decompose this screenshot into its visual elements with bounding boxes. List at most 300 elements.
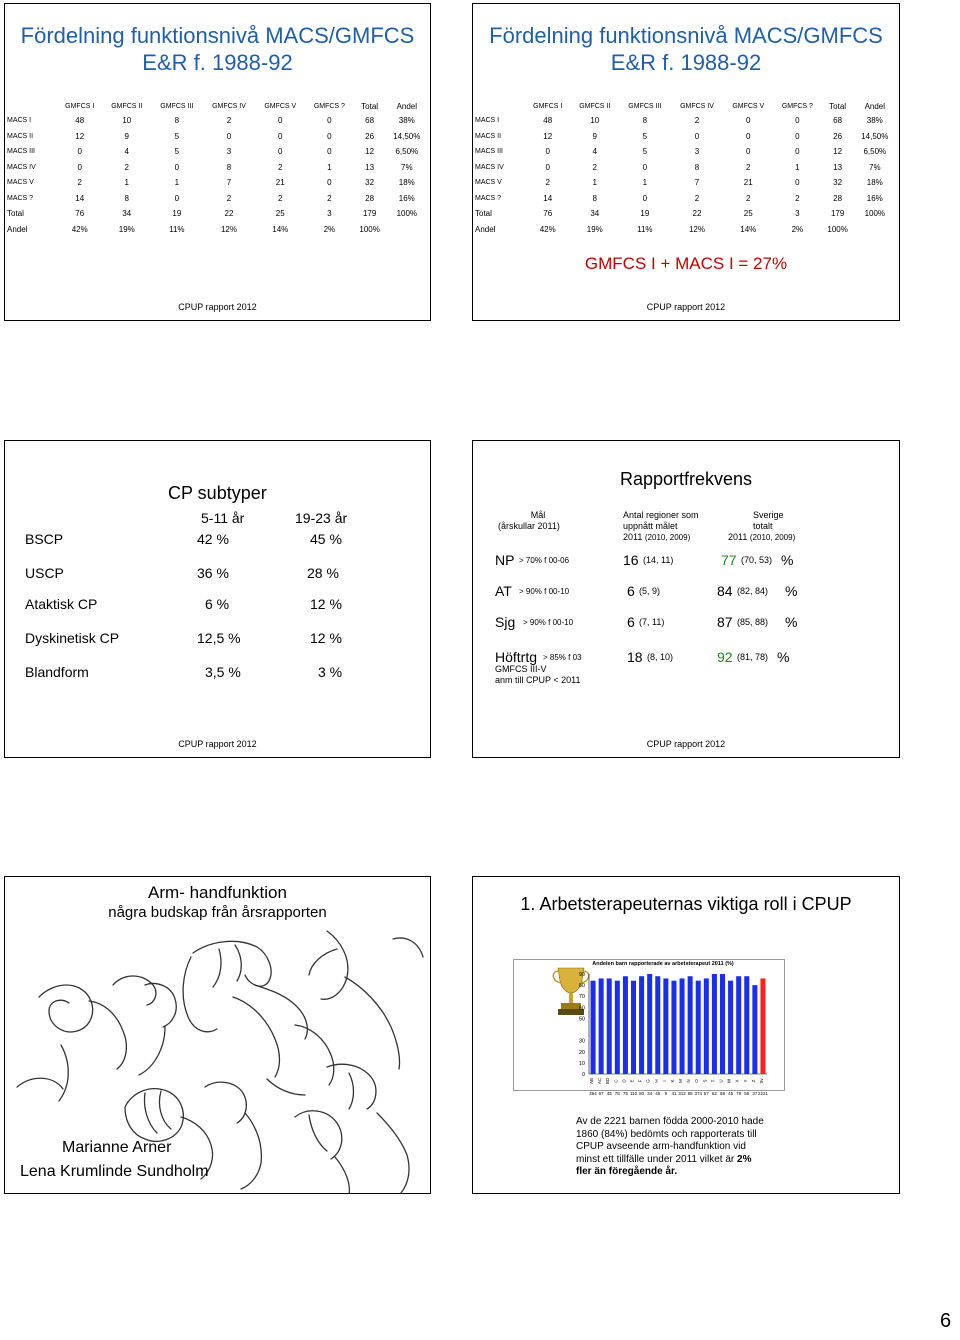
row-label: MACS II (475, 132, 502, 140)
goal-name: Höftrtg (495, 649, 538, 665)
chart-bars (591, 974, 766, 1074)
table-cell: 3 (795, 209, 800, 219)
ot-text: Av de 2221 barnen födda 2000-2010 hade 1860 (84%) bedömts och rapporterats till CPUP avseende arm-handfunktion vid minst ett tillfälle under 2011 vilket är 2% fler än föregående år. (576, 1116, 764, 1177)
y-tick-label: 0 (581, 1072, 585, 1078)
slide-rapportfrekvens (472, 440, 900, 758)
table-cell: 13 (833, 162, 843, 172)
table-cell: 179 (362, 209, 377, 219)
table-cell: 5 (174, 147, 180, 157)
table-cell: 2 (592, 162, 597, 172)
slide-footer: CPUP rapport 2012 (178, 302, 257, 312)
col-header: GMFCS III (628, 103, 662, 110)
sweden-previous: (81, 78) (737, 652, 769, 662)
table-cell: 0 (77, 147, 82, 157)
count-label: 45 (728, 1091, 734, 1096)
table-cell: 76 (543, 209, 553, 219)
y-tick-label: 70 (578, 994, 585, 1001)
table-cell: 3 (327, 209, 332, 219)
table-cell: 0 (278, 116, 283, 126)
subtype-label: USCP (25, 565, 64, 581)
table-cell: 42% (71, 224, 88, 234)
subtype-label: Ataktisk CP (25, 596, 98, 612)
goal-name: AT (495, 583, 512, 599)
table-cell: 0 (545, 147, 550, 157)
table-cell: 25 (743, 209, 753, 219)
table-cell: 6,50% (395, 147, 419, 157)
category-label: W (726, 1078, 732, 1084)
bar (671, 981, 676, 1074)
goal-name: NP (495, 552, 515, 568)
table-cell: 7 (226, 178, 232, 188)
table-cell: 4 (592, 147, 597, 157)
table-cell: 34 (590, 209, 600, 219)
table-cell: 68 (365, 116, 375, 126)
y-tick-label: 90 (578, 972, 585, 978)
table-cell (854, 222, 896, 238)
table-row (475, 144, 896, 160)
bar (680, 978, 685, 1074)
table-cell: 2 (694, 193, 700, 203)
col-header-goal-sub: (årskullar 2011) (498, 521, 560, 531)
bar (591, 981, 596, 1074)
hoft-note-1: GMFCS III-V (495, 664, 547, 674)
bar (736, 976, 741, 1074)
sweden-previous: (85, 88) (737, 617, 769, 627)
category-label: C (613, 1079, 619, 1083)
y-tick-label: 30 (578, 1038, 585, 1045)
table-cell: 12% (220, 224, 237, 234)
count-label: 312 (678, 1091, 686, 1096)
table-cell: 0 (327, 178, 332, 188)
table-cell: 2% (323, 224, 336, 234)
table-cell: 12 (75, 131, 85, 141)
table-header-row (475, 100, 896, 113)
bar (623, 976, 628, 1074)
row-label: MACS IV (7, 163, 36, 171)
row-label: MACS III (475, 148, 504, 156)
slide-subtitle: några budskap från årsrapporten (108, 904, 327, 921)
macs-gmfcs-table (475, 100, 896, 237)
bar (639, 976, 644, 1074)
bar (655, 976, 660, 1074)
table-cell: 100% (827, 224, 848, 234)
bar (744, 976, 749, 1074)
category-label: F (637, 1079, 643, 1083)
percent-sign: % (785, 614, 798, 630)
table-cell: 8 (226, 162, 232, 172)
subtype-label: BSCP (25, 531, 64, 547)
table-cell: 0 (795, 147, 800, 157)
subtype-value-child: 42 % (197, 531, 229, 547)
table-cell: 48 (75, 116, 85, 126)
count-label: 68 (719, 1091, 726, 1096)
table-cell: 1 (592, 178, 597, 188)
table-cell: 1 (327, 162, 332, 172)
table-cell: 42% (539, 224, 556, 234)
slide-arm-handfunktion (4, 876, 431, 1194)
table-cell: 68 (833, 116, 843, 126)
count-label: 464 (589, 1091, 597, 1096)
slide-arbetsterapeuter (472, 876, 900, 1194)
slide-title: Fördelning funktionsnivå MACS/GMFCS E&R f. 1988-92 (20, 23, 415, 75)
table-cell: 7% (869, 162, 881, 172)
subtype-value-child: 6 % (205, 596, 230, 612)
col-header: GMFCS I (65, 103, 95, 110)
category-label: M (678, 1079, 684, 1083)
table-cell: 0 (327, 147, 332, 157)
table-cell: 21 (743, 178, 753, 188)
bar (631, 981, 636, 1074)
count-label: 110 (629, 1091, 638, 1096)
col-header: GMFCS V (732, 103, 765, 110)
row-label: MACS I (475, 117, 500, 125)
subtype-value-child: 12,5 % (197, 630, 241, 646)
col-header-regions: Antal regioner som uppnått målet 2011 (2010, 2009) (623, 510, 699, 542)
count-label: 57 (703, 1091, 709, 1096)
table-row (475, 206, 896, 222)
author-1: Marianne Arner (62, 1139, 172, 1156)
table-cell: 5 (642, 131, 648, 141)
col-header: GMFCS II (579, 103, 611, 110)
row-label: Total (475, 209, 492, 219)
count-label: 2221 (757, 1091, 768, 1096)
category-label: E (629, 1079, 635, 1083)
region-previous: (8, 10) (647, 652, 674, 662)
table-row (7, 191, 428, 207)
slide-footer: CPUP rapport 2012 (646, 302, 726, 312)
table-cell: 32 (365, 178, 375, 188)
table-cell: 21 (275, 178, 285, 188)
table-cell: 1 (642, 178, 648, 188)
table-cell: 7 (694, 178, 700, 188)
table-cell: 25 (275, 209, 285, 219)
table-cell: 8 (694, 162, 700, 172)
table-cell: 6,50% (863, 147, 887, 157)
row-label: MACS I (7, 117, 32, 125)
row-label: MACS ? (475, 194, 502, 202)
row-label: Andel (7, 224, 28, 234)
table-cell: 26 (365, 131, 375, 141)
table-cell: 2 (694, 116, 700, 126)
table-cell: 8 (642, 116, 648, 126)
table-cell: 19% (118, 224, 135, 234)
count-label: 78 (614, 1091, 620, 1096)
table-cell: 0 (174, 162, 180, 172)
table-cell: 3 (694, 147, 700, 157)
col-header: Total (829, 102, 847, 111)
table-cell: 0 (795, 116, 800, 126)
col-header: GMFCS III (160, 103, 194, 110)
table-cell: 0 (795, 178, 800, 188)
row-label: MACS IV (475, 163, 504, 171)
hoft-note-2: anm till CPUP < 2011 (495, 675, 581, 685)
region-previous: (7, 11) (639, 617, 665, 627)
count-label: 37 (752, 1091, 758, 1096)
subtype-value-adult: 12 % (310, 630, 342, 646)
category-label: S (702, 1079, 708, 1083)
count-label: 85 (687, 1091, 693, 1096)
bar (615, 981, 620, 1074)
table-row (7, 113, 428, 129)
table-cell: 14% (740, 224, 757, 234)
table-cell: 2 (278, 162, 283, 172)
table-cell: 2 (226, 193, 232, 203)
table-cell: 38% (398, 116, 415, 126)
row-label: MACS II (7, 132, 34, 140)
table-cell: 14,50% (861, 131, 889, 141)
bar (760, 978, 765, 1074)
slide-macs-gmfcs-1 (4, 3, 431, 321)
table-cell: 0 (226, 131, 232, 141)
category-label: H (653, 1079, 659, 1083)
table-cell: 28 (365, 193, 375, 203)
sweden-value: 84 (717, 583, 733, 599)
table-cell: 12 (365, 147, 375, 157)
region-previous: (14, 11) (643, 555, 674, 565)
table-cell: 100% (359, 224, 380, 234)
bar (752, 985, 757, 1074)
goal-text: > 90% f 00-10 (523, 618, 574, 627)
bar (647, 974, 652, 1074)
count-label: 75 (622, 1091, 628, 1096)
table-cell: 0 (746, 116, 751, 126)
region-count: 18 (627, 649, 643, 665)
subtype-value-adult: 12 % (310, 596, 342, 612)
table-header-row (7, 100, 428, 113)
author-2: Lena Krumlinde Sundholm (20, 1163, 209, 1180)
category-label: Y (742, 1079, 748, 1083)
row-label: MACS III (7, 148, 36, 156)
table-cell: 16% (866, 193, 883, 203)
subtype-value-adult: 28 % (307, 565, 339, 581)
category-label: AC (597, 1077, 603, 1085)
category-label: I (661, 1080, 667, 1082)
col-header: Total (361, 102, 379, 111)
col-header-goal: Mål (530, 510, 546, 520)
table-cell: 0 (174, 193, 180, 203)
slide-title: 1. Arbetsterapeuternas viktiga roll i CPUP (520, 894, 852, 914)
category-label: K (669, 1079, 675, 1083)
subtype-value-adult: 3 % (318, 664, 343, 680)
count-label: 9 (664, 1091, 668, 1096)
table-cell: 0 (545, 162, 550, 172)
count-label: 80 (639, 1091, 645, 1096)
col-header-age-2: 19-23 år (295, 510, 348, 526)
percent-sign: % (781, 552, 794, 568)
table-row (475, 113, 896, 129)
highlight-text: GMFCS I + MACS I = 27% (584, 254, 788, 273)
y-tick-label: 80 (578, 983, 585, 990)
table-row (475, 129, 896, 145)
region-count: 16 (623, 552, 639, 568)
sweden-previous: (82, 84) (737, 586, 769, 596)
table-cell: 14 (543, 193, 553, 203)
row-label: Andel (475, 224, 496, 234)
table-row (7, 129, 428, 145)
bar (696, 981, 701, 1074)
table-cell: 0 (694, 131, 700, 141)
table-cell: 10 (590, 116, 600, 126)
table-row (475, 222, 896, 238)
percent-sign: % (777, 649, 790, 665)
table-cell: 12 (543, 131, 553, 141)
table-cell: 19 (640, 209, 650, 219)
table-cell: 32 (833, 178, 843, 188)
col-header: GMFCS ? (313, 103, 345, 110)
table-cell: 0 (795, 131, 800, 141)
table-cell: 8 (174, 116, 180, 126)
table-cell: 38% (866, 116, 883, 126)
table-cell: 19 (172, 209, 182, 219)
sweden-previous: (70, 53) (741, 555, 773, 565)
col-header: GMFCS V (264, 103, 297, 110)
col-header: Andel (396, 102, 418, 111)
goal-text: > 70% f 00-06 (519, 556, 570, 565)
table-cell: 11% (637, 224, 653, 234)
table-cell: 11% (169, 224, 185, 234)
table-cell: 26 (833, 131, 843, 141)
category-label: T (710, 1079, 716, 1083)
table-cell: 8 (124, 193, 129, 203)
category-label: AB (589, 1077, 595, 1085)
region-previous: (5, 9) (639, 586, 661, 596)
row-label: Total (7, 209, 24, 219)
table-cell: 9 (592, 131, 597, 141)
col-header: GMFCS I (533, 103, 563, 110)
table-row (7, 222, 428, 238)
table-row (475, 160, 896, 176)
table-cell: 34 (122, 209, 132, 219)
count-label: 62 (711, 1091, 717, 1096)
table-cell: 16% (398, 193, 415, 203)
table-cell: 13 (365, 162, 375, 172)
goal-name: Sjg (495, 614, 516, 630)
table-row (7, 160, 428, 176)
table-cell: 5 (174, 131, 180, 141)
count-label: 55 (744, 1091, 750, 1096)
count-label: 374 (694, 1091, 702, 1096)
table-cell: 2% (791, 224, 804, 234)
region-count: 6 (627, 583, 635, 599)
table-cell (386, 222, 428, 238)
slide-title: Fördelning funktionsnivå MACS/GMFCS E&R f. 1988-92 (489, 23, 883, 75)
table-cell: 179 (830, 209, 845, 219)
table-cell: 2 (327, 193, 332, 203)
table-cell: 48 (543, 116, 553, 126)
slide-title: Arm- handfunktion (148, 883, 287, 902)
sweden-value: 87 (717, 614, 733, 630)
table-cell: 14,50% (393, 131, 421, 141)
table-cell: 0 (327, 116, 332, 126)
category-label: Sv (758, 1078, 764, 1084)
table-cell: 2 (746, 162, 751, 172)
col-header: GMFCS IV (212, 103, 246, 110)
bar (663, 978, 668, 1074)
bar (720, 974, 725, 1074)
category-label: O (694, 1079, 700, 1083)
count-label: 78 (736, 1091, 742, 1096)
slide-title: Rapportfrekvens (619, 469, 753, 489)
category-label: D (621, 1079, 627, 1083)
subtype-label: Dyskinetisk CP (25, 630, 120, 646)
slide-cp-subtyper (4, 440, 431, 758)
y-tick-label: 50 (578, 1016, 585, 1023)
col-header: Andel (864, 102, 886, 111)
bar (607, 978, 612, 1074)
subtype-label: Blandform (25, 664, 89, 680)
row-label: MACS V (475, 179, 502, 187)
table-cell: 0 (746, 131, 751, 141)
category-label: X (734, 1079, 740, 1083)
table-cell: 4 (124, 147, 129, 157)
bar (599, 978, 604, 1074)
table-cell: 18% (866, 178, 883, 188)
table-cell: 0 (278, 147, 283, 157)
category-label: U (718, 1079, 724, 1083)
col-header-sweden: Sverige totalt 2011 (2010, 2009) (728, 510, 796, 542)
table-cell: 0 (642, 162, 648, 172)
table-cell: 1 (174, 178, 180, 188)
table-cell: 100% (864, 209, 886, 219)
category-label: BD (605, 1077, 611, 1085)
table-cell: 2 (278, 193, 283, 203)
table-row (475, 191, 896, 207)
table-row (475, 175, 896, 191)
table-cell: 18% (398, 178, 415, 188)
goal-text: > 90% f 00-10 (519, 587, 570, 596)
percent-sign: % (785, 583, 798, 599)
table-cell: 2 (746, 193, 751, 203)
row-label: MACS V (7, 179, 34, 187)
table-cell: 14% (272, 224, 289, 234)
count-label: 45 (655, 1091, 661, 1096)
table-cell: 2 (226, 116, 232, 126)
table-cell: 5 (642, 147, 648, 157)
region-count: 6 (627, 614, 635, 630)
table-cell: 0 (746, 147, 751, 157)
count-label: 34 (647, 1091, 653, 1096)
slide-macs-gmfcs-2 (472, 3, 900, 321)
col-header: GMFCS ? (781, 103, 813, 110)
table-cell: 2 (795, 193, 800, 203)
bar (688, 976, 693, 1074)
count-label: 45 (606, 1091, 612, 1096)
table-cell: 2 (77, 178, 82, 188)
table-row (7, 175, 428, 191)
bar (712, 974, 717, 1074)
chart-labels (589, 1077, 768, 1096)
table-cell: 100% (396, 209, 418, 219)
table-cell: 7% (401, 162, 413, 172)
goal-text: > 85% f 03 (543, 653, 582, 662)
table-cell: 0 (77, 162, 82, 172)
slide-title: CP subtyper (168, 483, 267, 503)
bar (704, 978, 709, 1074)
category-label: N (686, 1079, 692, 1083)
sweden-value: 77 (721, 552, 737, 568)
table-cell: 0 (327, 131, 332, 141)
table-cell: 2 (545, 178, 550, 188)
table-cell: 1 (795, 162, 800, 172)
bar (728, 981, 733, 1074)
row-label: MACS ? (7, 194, 34, 202)
table-cell: 8 (592, 193, 597, 203)
y-tick-label: 10 (578, 1060, 585, 1067)
table-cell: 1 (124, 178, 129, 188)
y-tick-label: 60 (578, 1005, 585, 1012)
table-row (7, 144, 428, 160)
subtype-value-adult: 45 % (310, 531, 342, 547)
